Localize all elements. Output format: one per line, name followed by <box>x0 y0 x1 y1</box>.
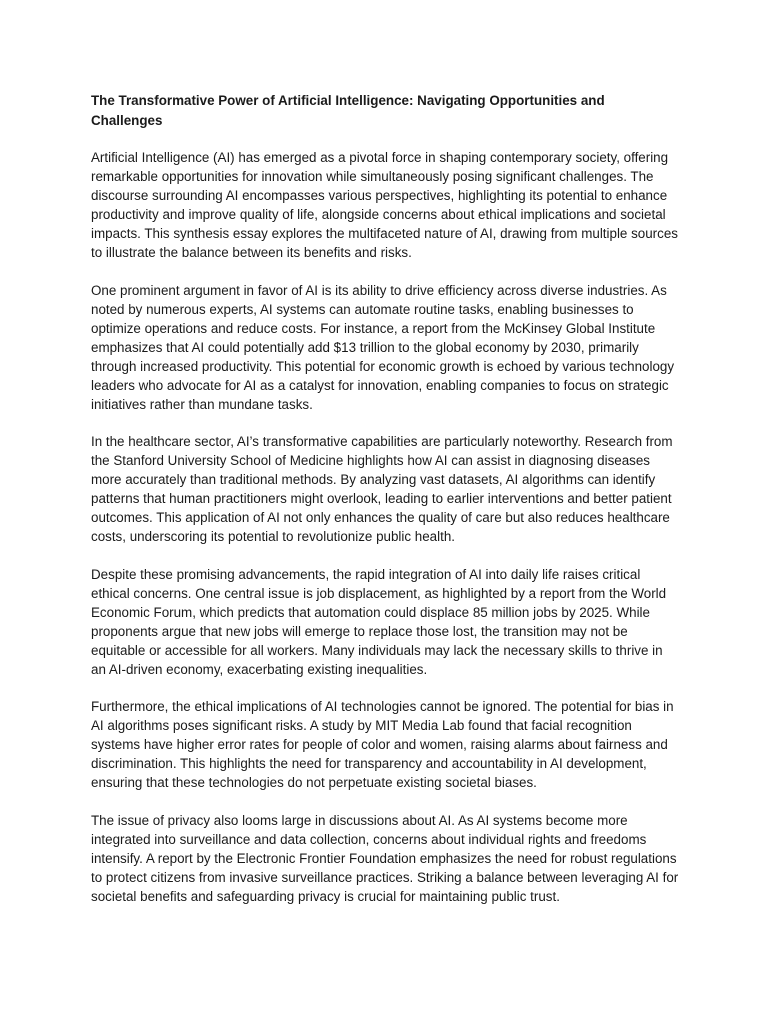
paragraph-bias: Furthermore, the ethical implications of AI technologies cannot be ignored. The potential for bias in AI algorithms poses significant risks. A study by MIT Media Lab found that facial recognition systems have higher error rates for people of color and women, raising alarms about fairness and discrimination. This highlights the need for transparency and accountability in AI development, ensuring that these technologies do not perpetuate existing societal biases. <box>91 699 674 790</box>
document-title: The Transformative Power of Artificial Intelligence: Navigating Opportunities and Challenges <box>91 93 605 128</box>
paragraph-efficiency: One prominent argument in favor of AI is its ability to drive efficiency across diverse industries. As noted by numerous experts, AI systems can automate routine tasks, enabling businesses to optimize operations and reduce costs. For instance, a report from the McKinsey Global Institute emphasizes that AI could potentially add $13 trillion to the global economy by 2030, primarily through increased productivity. This potential for economic growth is echoed by various technology leaders who advocate for AI as a catalyst for innovation, enabling companies to focus on strategic initiatives rather than mundane tasks. <box>91 282 675 412</box>
paragraph-intro: Artificial Intelligence (AI) has emerged as a pivotal force in shaping contemporary society, offering remarkable opportunities for innovation while simultaneously posing significant challenges. The discourse surrounding AI encompasses various perspectives, highlighting its potential to enhance productivity and improve quality of life, alongside concerns about ethical implications and societal impacts. This synthesis essay explores the multifaceted nature of AI, drawing from multiple sources to illustrate the balance between its benefits and risks. <box>91 150 678 260</box>
paragraph-healthcare: In the healthcare sector, AI’s transformative capabilities are particularly noteworthy. Research from the Stanford University School of Medicine highlights how AI can assist in diagnosing diseases more accurately than traditional methods. By analyzing vast datasets, AI algorithms can identify patterns that human practitioners might overlook, leading to earlier interventions and better patient outcomes. This application of AI not only enhances the quality of care but also reduces healthcare costs, underscoring its potential to revolutionize public health. <box>91 434 673 544</box>
paragraph-privacy: The issue of privacy also looms large in discussions about AI. As AI systems become more integrated into surveillance and data collection, concerns about individual rights and freedoms intensify. A report by the Electronic Frontier Foundation emphasizes the need for robust regulations to protect citizens from invasive surveillance practices. Striking a balance between leveraging AI for societal benefits and safeguarding privacy is crucial for maintaining public trust. <box>91 812 679 904</box>
paragraph-job-displacement: Despite these promising advancements, the rapid integration of AI into daily life raises critical ethical concerns. One central issue is job displacement, as highlighted by a report from the World Economic Forum, which predicts that automation could displace 85 million jobs by 2025. While proponents argue that new jobs will emerge to replace those lost, the transition may not be equitable or accessible for all workers. Many individuals may lack the necessary skills to thrive in an AI-driven economy, exacerbating existing inequalities. <box>91 566 667 677</box>
